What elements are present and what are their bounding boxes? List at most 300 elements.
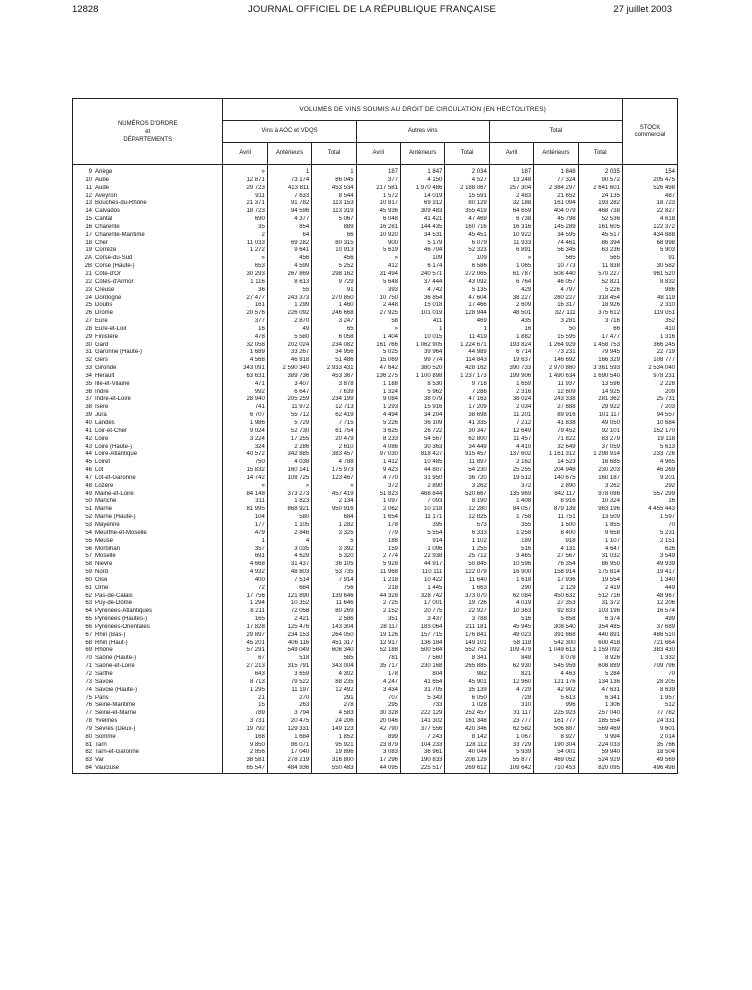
value-cell: 108 725 xyxy=(267,475,311,483)
value-cell: 5 226 xyxy=(578,287,622,295)
value-cell: 12 492 xyxy=(312,687,356,695)
value-cell: 54 567 xyxy=(401,436,445,444)
value-cell: 310 xyxy=(489,702,533,710)
value-cell: 49 050 xyxy=(578,420,622,428)
value-cell: 9 201 xyxy=(622,475,677,483)
value-cell: 44 989 xyxy=(445,349,489,357)
department-cell xyxy=(73,624,223,632)
department-cell xyxy=(73,608,223,616)
department-number: 31 xyxy=(85,349,92,356)
value-cell: 161 605 xyxy=(578,224,622,232)
value-cell: 19 792 xyxy=(223,726,267,734)
department-number: 66 xyxy=(85,623,92,630)
value-cell: 278 xyxy=(312,702,356,710)
value-cell: 27 213 xyxy=(223,663,267,671)
department-name: Cher xyxy=(95,239,109,246)
value-cell: 45 901 xyxy=(445,679,489,687)
value-cell: 690 xyxy=(223,216,267,224)
value-cell: 11 972 xyxy=(267,404,311,412)
value-cell: 10 015 xyxy=(401,334,445,342)
value-cell: 11 419 xyxy=(445,334,489,342)
value-cell: 99 774 xyxy=(401,357,445,365)
department-cell xyxy=(73,483,223,491)
department-number: 75 xyxy=(85,694,92,701)
department-cell xyxy=(73,632,223,640)
value-cell: 11 457 xyxy=(489,436,533,444)
value-cell: 4 463 xyxy=(534,671,578,679)
value-cell: 2 419 xyxy=(578,585,622,593)
value-cell: 608 889 xyxy=(578,663,622,671)
department-cell xyxy=(73,349,223,357)
department-number: 34 xyxy=(85,372,92,379)
value-cell: 243 338 xyxy=(534,396,578,404)
value-cell: 94 557 xyxy=(622,412,677,420)
department-name: Saône (Haute-) xyxy=(95,655,137,662)
value-cell: 61 787 xyxy=(489,271,533,279)
department-cell xyxy=(73,224,223,232)
value-cell: 63 236 xyxy=(578,247,622,255)
value-cell: 12 960 xyxy=(489,679,533,687)
value-cell: 11 197 xyxy=(267,687,311,695)
department-cell xyxy=(73,459,223,467)
value-cell: 54 230 xyxy=(445,467,489,475)
value-cell: 5 858 xyxy=(534,616,578,624)
value-cell: 4 xyxy=(267,538,311,546)
department-cell xyxy=(73,553,223,561)
value-cell: 733 xyxy=(401,702,445,710)
value-cell: 434 888 xyxy=(622,232,677,240)
value-cell: » xyxy=(489,255,533,263)
value-cell: 961 520 xyxy=(622,271,677,279)
value-cell: 7 639 xyxy=(312,389,356,397)
value-cell: 19 118 xyxy=(622,436,677,444)
table-row xyxy=(73,287,678,295)
value-cell: 1 445 xyxy=(401,585,445,593)
value-cell: 354 485 xyxy=(578,624,622,632)
value-cell: 3 407 xyxy=(267,381,311,389)
department-number: 43 xyxy=(85,443,92,450)
value-cell: 372 xyxy=(356,483,400,491)
department-cell xyxy=(73,318,223,326)
department-name: Meuse xyxy=(95,537,114,544)
value-cell: 411 xyxy=(401,318,445,326)
department-number: 37 xyxy=(85,396,92,403)
table-row xyxy=(73,193,678,201)
value-cell: 11 033 xyxy=(223,240,267,248)
table-body xyxy=(73,165,678,774)
table-row xyxy=(73,240,678,248)
value-cell: 31 437 xyxy=(267,561,311,569)
value-cell: 161 348 xyxy=(445,718,489,726)
value-cell: 160 716 xyxy=(445,224,489,232)
value-cell: 8 639 xyxy=(622,687,677,695)
value-cell: 4 965 xyxy=(622,459,677,467)
value-cell: 166 329 xyxy=(578,357,622,365)
value-cell: 13 509 xyxy=(578,514,622,522)
value-cell: 818 427 xyxy=(401,451,445,459)
table-row xyxy=(73,726,678,734)
value-cell: 3 392 xyxy=(312,546,356,554)
value-cell: 134 136 xyxy=(578,679,622,687)
department-name: Orne xyxy=(95,584,109,591)
department-number: 77 xyxy=(85,710,92,717)
table-row xyxy=(73,255,678,263)
value-cell: 188 xyxy=(356,538,400,546)
value-cell: 412 xyxy=(356,263,400,271)
value-cell: 80 129 xyxy=(445,200,489,208)
value-cell: 5 903 xyxy=(622,247,677,255)
value-cell: 16 317 xyxy=(534,302,578,310)
value-cell: 355 xyxy=(489,522,533,530)
department-cell xyxy=(73,506,223,514)
value-cell: 1 258 xyxy=(489,530,533,538)
value-cell: 10 750 xyxy=(356,295,400,303)
department-cell xyxy=(73,695,223,703)
value-cell: 756 xyxy=(312,585,356,593)
value-cell: 11 838 xyxy=(578,263,622,271)
value-cell: 11 968 xyxy=(356,569,400,577)
department-number: 35 xyxy=(85,380,92,387)
value-cell: 80 269 xyxy=(312,608,356,616)
value-cell: 10 596 xyxy=(489,561,533,569)
value-cell: 2 034 xyxy=(445,165,489,177)
value-cell: 190 304 xyxy=(534,742,578,750)
department-name: Cantal xyxy=(95,216,113,223)
value-cell: 257 040 xyxy=(578,710,622,718)
value-cell: 16 685 xyxy=(578,459,622,467)
value-cell: 6 341 xyxy=(578,695,622,703)
value-cell: 8 078 xyxy=(534,655,578,663)
table-row xyxy=(73,208,678,216)
value-cell: 1 282 xyxy=(312,522,356,530)
table-row xyxy=(73,475,678,483)
value-cell: 550 483 xyxy=(312,765,356,773)
value-cell: 1 062 905 xyxy=(401,342,445,350)
department-name: Lot xyxy=(95,467,104,474)
value-cell: 1 100 898 xyxy=(401,373,445,381)
value-cell: 6 174 xyxy=(401,263,445,271)
value-cell: 280 227 xyxy=(534,295,578,303)
value-cell: 292 xyxy=(622,483,677,491)
value-cell: 74 461 xyxy=(534,240,578,248)
value-cell: 580 xyxy=(267,514,311,522)
value-cell: 17 828 xyxy=(223,624,267,632)
value-cell: 18 723 xyxy=(223,208,267,216)
department-number: 30 xyxy=(85,341,92,348)
value-cell: 9 994 xyxy=(578,734,622,742)
value-cell: 4 788 xyxy=(312,459,356,467)
value-cell: 47 469 xyxy=(445,216,489,224)
table-row xyxy=(73,165,678,177)
value-cell: 457 419 xyxy=(312,491,356,499)
department-cell xyxy=(73,593,223,601)
value-cell: 19 512 xyxy=(489,475,533,483)
department-name: Ille-et-Vilaine xyxy=(95,380,130,387)
department-name: Moselle xyxy=(95,553,116,560)
value-cell: 821 xyxy=(489,671,533,679)
value-cell: 5 648 xyxy=(356,279,400,287)
value-cell: 257 304 xyxy=(489,185,533,193)
value-cell: 3 731 xyxy=(223,718,267,726)
value-cell: 54 001 xyxy=(534,749,578,757)
value-cell: 5 284 xyxy=(578,671,622,679)
value-cell: 721 664 xyxy=(622,640,677,648)
value-cell: 265 885 xyxy=(445,663,489,671)
value-cell: 643 xyxy=(223,671,267,679)
department-name: Somme xyxy=(95,733,116,740)
department-number: 70 xyxy=(85,655,92,662)
value-cell: 1 218 xyxy=(356,577,400,585)
value-cell: 4 410 xyxy=(489,444,533,452)
value-cell: 233 726 xyxy=(622,451,677,459)
subcol-april: Avril xyxy=(356,143,400,165)
value-cell: 486 510 xyxy=(622,632,677,640)
value-cell: 230 168 xyxy=(401,663,445,671)
value-cell: 1 823 xyxy=(267,498,311,506)
value-cell: 17 209 xyxy=(445,404,489,412)
value-cell: 38 079 xyxy=(401,396,445,404)
department-cell xyxy=(73,240,223,248)
department-name: Rhin (Bas-) xyxy=(95,631,126,638)
department-number: 9 xyxy=(88,169,92,175)
value-cell: 2 152 xyxy=(356,608,400,616)
value-cell: 225 923 xyxy=(534,710,578,718)
department-number: 2A xyxy=(84,255,92,262)
value-cell: 38 698 xyxy=(445,412,489,420)
value-cell: 17 466 xyxy=(445,302,489,310)
value-cell: 1 049 613 xyxy=(534,647,578,655)
value-cell: 3 716 xyxy=(578,318,622,326)
value-cell: 914 xyxy=(401,538,445,546)
value-cell: 62 419 xyxy=(312,412,356,420)
value-cell: 17 296 xyxy=(356,757,400,765)
value-cell: 52 536 xyxy=(578,216,622,224)
value-cell: 5 xyxy=(312,538,356,546)
value-cell: 440 891 xyxy=(578,632,622,640)
value-cell: 45 451 xyxy=(445,232,489,240)
value-cell: 1 690 540 xyxy=(578,373,622,381)
value-cell: 22 827 xyxy=(622,208,677,216)
value-cell: 373 273 xyxy=(267,491,311,499)
value-cell: 12 713 xyxy=(312,404,356,412)
department-cell xyxy=(73,302,223,310)
department-name: Doubs xyxy=(95,302,113,309)
value-cell: 508 440 xyxy=(534,271,578,279)
department-cell xyxy=(73,663,223,671)
department-name: Corse (Haute-) xyxy=(95,263,135,270)
department-number: 76 xyxy=(85,702,92,709)
value-cell: 21 371 xyxy=(223,200,267,208)
department-name: Gironde xyxy=(95,365,117,372)
department-cell xyxy=(73,718,223,726)
subcol-april: Avril xyxy=(489,143,533,165)
department-number: 79 xyxy=(85,725,92,732)
department-number: 10 xyxy=(85,176,92,183)
value-cell: 982 xyxy=(445,671,489,679)
department-cell xyxy=(73,475,223,483)
value-cell: 79 945 xyxy=(578,349,622,357)
value-cell: 45 517 xyxy=(578,232,622,240)
department-name: Loire (Haute-) xyxy=(95,443,133,450)
value-cell: 12 871 xyxy=(223,177,267,185)
value-cell: 741 xyxy=(223,404,267,412)
value-cell: 161 094 xyxy=(534,200,578,208)
department-cell xyxy=(73,687,223,695)
value-cell: 2 421 xyxy=(267,616,311,624)
value-cell: 41 654 xyxy=(401,679,445,687)
value-cell: 16 xyxy=(223,326,267,334)
department-name: Marne (Haute-) xyxy=(95,514,136,521)
department-number: 39 xyxy=(85,412,92,419)
value-cell: 49 569 xyxy=(622,757,677,765)
value-cell: 6 714 xyxy=(489,349,533,357)
table-row xyxy=(73,600,678,608)
value-cell: 83 279 xyxy=(578,436,622,444)
value-cell: 4 247 xyxy=(356,679,400,687)
department-name: Ariège xyxy=(95,169,113,175)
value-cell: 128 944 xyxy=(445,310,489,318)
value-cell: 16 281 xyxy=(356,224,400,232)
value-cell: 524 929 xyxy=(578,757,622,765)
value-cell: 20 475 xyxy=(267,718,311,726)
value-cell: 30 293 xyxy=(223,271,267,279)
table-row xyxy=(73,310,678,318)
department-name: Paris xyxy=(95,694,109,701)
value-cell: 9 658 xyxy=(578,530,622,538)
department-cell xyxy=(73,585,223,593)
value-cell: 848 xyxy=(489,655,533,663)
value-cell: 20 576 xyxy=(223,310,267,318)
value-cell: 62 930 xyxy=(489,663,533,671)
value-cell: 3 083 xyxy=(356,749,400,757)
value-cell: 327 111 xyxy=(534,310,578,318)
value-cell: 889 xyxy=(312,224,356,232)
department-number: 55 xyxy=(85,537,92,544)
table-row xyxy=(73,247,678,255)
value-cell: 278 219 xyxy=(267,757,311,765)
value-cell: 10 920 xyxy=(356,232,400,240)
value-cell: 728 xyxy=(489,695,533,703)
value-cell: 1 224 671 xyxy=(445,342,489,350)
value-cell: 1 065 xyxy=(489,263,533,271)
value-cell: 1 293 xyxy=(356,404,400,412)
value-cell: 137 602 xyxy=(489,451,533,459)
value-cell: 79 522 xyxy=(267,679,311,687)
value-cell: 141 302 xyxy=(401,718,445,726)
value-cell: 1 xyxy=(445,326,489,334)
value-cell: 17 936 xyxy=(534,577,578,585)
department-name: Nord xyxy=(95,569,109,576)
value-cell: 49 023 xyxy=(489,632,533,640)
value-cell: 8 613 xyxy=(267,279,311,287)
value-cell: 41 421 xyxy=(401,216,445,224)
value-cell: 27 477 xyxy=(223,295,267,303)
value-cell: 2 448 xyxy=(356,302,400,310)
table-row xyxy=(73,655,678,663)
value-cell: 15 018 xyxy=(401,302,445,310)
value-cell: 145 289 xyxy=(534,224,578,232)
value-cell: 27 353 xyxy=(534,600,578,608)
department-number: 60 xyxy=(85,576,92,583)
value-cell: 1 986 xyxy=(223,420,267,428)
department-cell xyxy=(73,396,223,404)
value-cell: 8 544 xyxy=(312,193,356,201)
value-cell: 31 494 xyxy=(356,271,400,279)
value-cell: 33 729 xyxy=(489,742,533,750)
value-cell: 311 xyxy=(223,498,267,506)
value-cell: 5 613 xyxy=(622,444,677,452)
value-cell: 1 294 xyxy=(223,600,267,608)
value-cell: 84 148 xyxy=(223,491,267,499)
value-cell: 6 707 xyxy=(223,412,267,420)
value-cell: 80 315 xyxy=(312,240,356,248)
value-cell: 47 631 xyxy=(578,687,622,695)
value-cell: 2 483 xyxy=(489,193,533,201)
value-cell: 91 xyxy=(622,255,677,263)
value-cell: 10 485 xyxy=(401,459,445,467)
value-cell: 453 367 xyxy=(312,373,356,381)
value-cell: 187 xyxy=(489,165,533,177)
department-number: 51 xyxy=(85,506,92,513)
value-cell: 76 354 xyxy=(534,561,578,569)
table-row xyxy=(73,546,678,554)
value-cell: 10 363 xyxy=(489,608,533,616)
value-cell: 7 715 xyxy=(312,420,356,428)
value-cell: 318 454 xyxy=(578,295,622,303)
value-cell: 7 203 xyxy=(622,404,677,412)
value-cell: 178 xyxy=(356,522,400,530)
value-cell: 8 530 xyxy=(401,381,445,389)
value-cell: 205 475 xyxy=(622,177,677,185)
value-cell: 468 738 xyxy=(578,208,622,216)
value-cell: 45 201 xyxy=(223,640,267,648)
department-cell xyxy=(73,185,223,193)
value-cell: 779 xyxy=(356,530,400,538)
table-row xyxy=(73,538,678,546)
department-name: Savoie xyxy=(95,678,114,685)
value-cell: 565 xyxy=(578,255,622,263)
department-number: 27 xyxy=(85,318,92,325)
department-number: 57 xyxy=(85,553,92,560)
value-cell: 1 663 xyxy=(445,585,489,593)
value-cell: 4 527 xyxy=(445,177,489,185)
value-cell: 3 262 xyxy=(578,483,622,491)
value-cell: 29 922 xyxy=(578,404,622,412)
department-name: Gers xyxy=(95,357,109,364)
value-cell: 1 xyxy=(223,538,267,546)
department-number: 14 xyxy=(85,208,92,215)
value-cell: 81 995 xyxy=(223,506,267,514)
table-row xyxy=(73,671,678,679)
value-cell: 50 845 xyxy=(445,561,489,569)
department-number: 69 xyxy=(85,647,92,654)
department-number: 16 xyxy=(85,223,92,230)
value-cell: 1 067 xyxy=(489,734,533,742)
value-cell: 202 024 xyxy=(267,342,311,350)
value-cell: 11 640 xyxy=(445,577,489,585)
value-cell: 4 932 xyxy=(223,569,267,577)
value-cell: 234 199 xyxy=(312,396,356,404)
department-name: Creuse xyxy=(95,286,115,293)
table-row xyxy=(73,663,678,671)
value-cell: 15 591 xyxy=(445,193,489,201)
value-cell: 1 264 929 xyxy=(534,342,578,350)
value-cell: 25 255 xyxy=(489,467,533,475)
value-cell: 34 449 xyxy=(445,444,489,452)
value-cell: 95 921 xyxy=(312,742,356,750)
department-cell xyxy=(73,600,223,608)
value-cell: 684 xyxy=(267,585,311,593)
